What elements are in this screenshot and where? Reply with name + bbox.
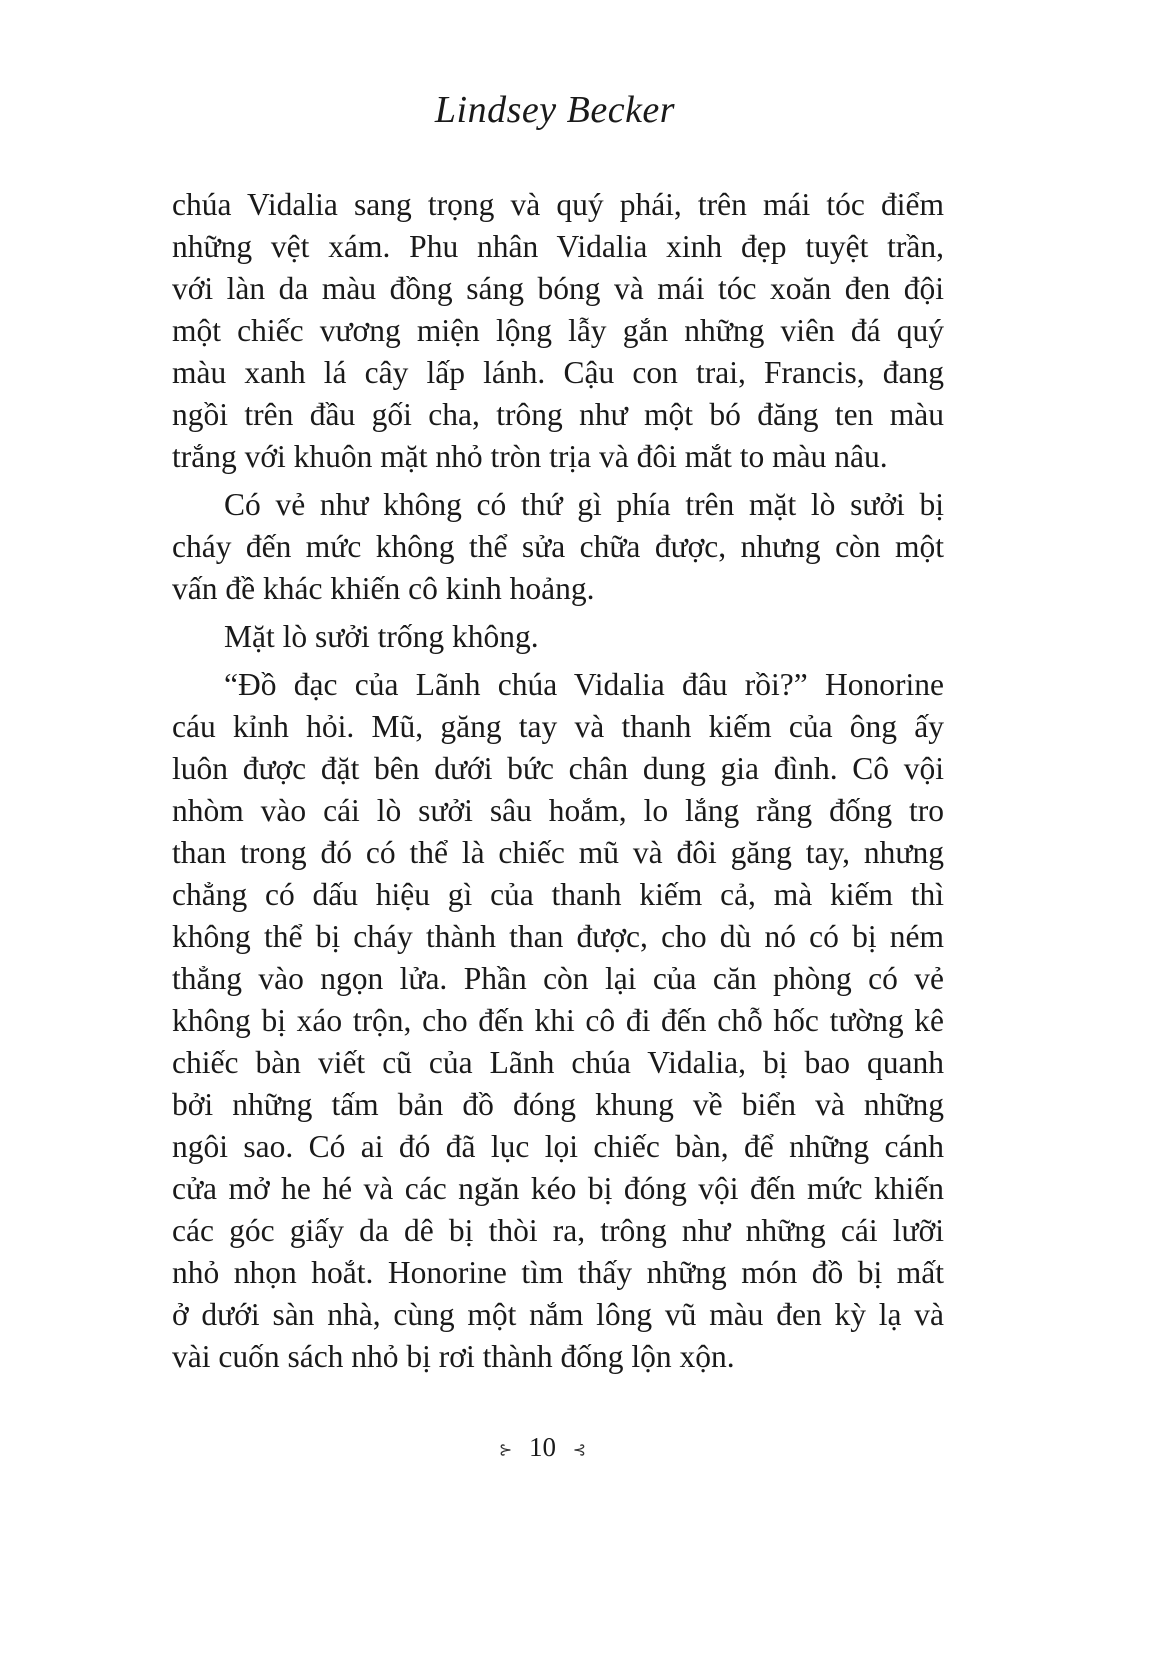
text-line: chẳng có dấu hiệu gì của thanh kiếm cả, mà kiếm thì <box>172 877 944 912</box>
text-line: luôn được đặt bên dưới bức chân dung gia đình. Cô vội <box>172 751 944 786</box>
text-line: không bị xáo trộn, cho đến khi cô đi đến chỗ hốc tường kê <box>172 1003 944 1038</box>
text-line: Mặt lò sưởi trống không. <box>224 619 539 654</box>
text-line: không thể bị cháy thành than được, cho dù nó có bị ném <box>172 919 944 954</box>
text-line: vài cuốn sách nhỏ bị rơi thành đống lộn xộn. <box>172 1339 735 1374</box>
text-line: cửa mở he hé và các ngăn kéo bị đóng vội đến mức khiến <box>172 1171 944 1206</box>
text-line: chiếc bàn viết cũ của Lãnh chúa Vidalia, bị bao quanh <box>172 1045 944 1080</box>
page-footer <box>0 1432 1085 1463</box>
page-number: 10 <box>529 1432 556 1462</box>
text-line: ngồi trên đầu gối cha, trông như một bó đăng ten màu <box>172 397 944 432</box>
text-line: bởi những tấm bản đồ đóng khung về biển và những <box>172 1087 944 1122</box>
ornament-left-icon: ⊱ <box>498 1441 513 1459</box>
text-line: màu xanh lá cây lấp lánh. Cậu con trai, Francis, đang <box>172 355 944 390</box>
text-line: ngôi sao. Có ai đó đã lục lọi chiếc bàn, để những cánh <box>172 1129 944 1164</box>
text-line: “Đồ đạc của Lãnh chúa Vidalia đâu rồi?” Honorine <box>224 667 944 702</box>
paragraph <box>172 616 944 658</box>
paragraph <box>172 664 944 1378</box>
running-header-author: Lindsey Becker <box>434 89 676 131</box>
paragraph <box>172 484 944 610</box>
text-line: than trong đó có thể là chiếc mũ và đôi găng tay, nhưng <box>172 835 944 870</box>
text-line: một chiếc vương miện lộng lẫy gắn những viên đá quý <box>172 313 944 348</box>
text-line: trắng với khuôn mặt nhỏ tròn trịa và đôi mắt to màu nâu. <box>172 439 888 474</box>
paragraph <box>172 184 944 478</box>
text-line: những vệt xám. Phu nhân Vidalia xinh đẹp tuyệt trần, <box>172 229 944 264</box>
text-line: thẳng vào ngọn lửa. Phần còn lại của căn phòng có vẻ <box>172 961 944 996</box>
text-line: nhòm vào cái lò sưởi sâu hoắm, lo lắng rằng đống tro <box>172 793 944 828</box>
body-text <box>172 184 944 1378</box>
text-line: cháy đến mức không thể sửa chữa được, nhưng còn một <box>172 529 944 564</box>
text-line: ở dưới sàn nhà, cùng một nắm lông vũ màu đen kỳ lạ và <box>172 1297 944 1332</box>
text-line: với làn da màu đồng sáng bóng và mái tóc xoăn đen đội <box>172 271 944 306</box>
text-line: chúa Vidalia sang trọng và quý phái, trên mái tóc điểm <box>172 187 944 222</box>
text-line: các góc giấy da dê bị thòi ra, trông như những cái lưỡi <box>172 1213 944 1248</box>
text-line: cáu kỉnh hỏi. Mũ, găng tay và thanh kiếm của ông ấy <box>172 709 944 744</box>
ornament-right-icon: ⊰ <box>572 1441 587 1459</box>
text-line: vấn đề khác khiến cô kinh hoảng. <box>172 571 595 606</box>
text-line: Có vẻ như không có thứ gì phía trên mặt lò sưởi bị <box>224 487 944 522</box>
text-line: nhỏ nhọn hoắt. Honorine tìm thấy những món đồ bị mất <box>172 1255 944 1290</box>
